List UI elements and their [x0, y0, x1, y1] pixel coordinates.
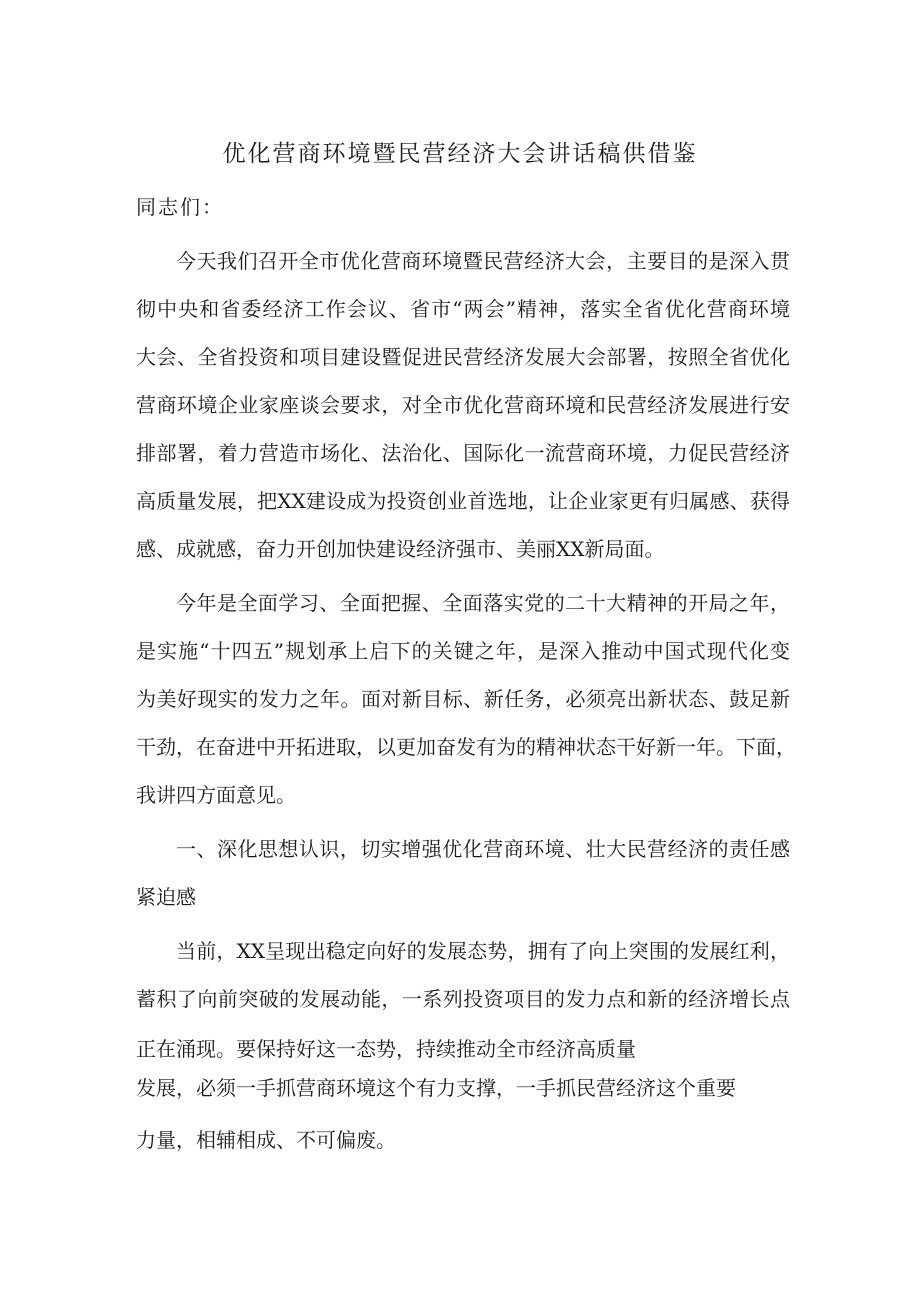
- paragraph-line: 彻中央和省委经济工作会议、省市“两会”精神，落实全省优化营商环境: [136, 297, 790, 321]
- paragraph-line: 是实施“十四五”规划承上启下的关键之年，是深入推动中国式现代化变: [136, 639, 790, 663]
- greeting: 同志们：: [136, 195, 224, 219]
- paragraph-line: 感、成就感，奋力开创加快建设经济强市、美丽XX新局面。: [136, 537, 665, 561]
- paragraph-line: 今天我们召开全市优化营商环境暨民营经济大会，主要目的是深入贯: [176, 249, 790, 273]
- paragraph-line: 大会、全省投资和项目建设暨促进民营经济发展大会部署，按照全省优化: [136, 345, 790, 369]
- paragraph-line: 正在涌现。要保持好这一态势，持续推动全市经济高质量: [136, 1037, 636, 1061]
- paragraph-line: 为美好现实的发力之年。面对新目标、新任务，必须亮出新状态、鼓足新: [136, 687, 790, 711]
- paragraph-line: 今年是全面学习、全面把握、全面落实党的二十大精神的开局之年，: [176, 591, 790, 615]
- paragraph-line: 高质量发展，把XX建设成为投资创业首选地，让企业家更有归属感、获得: [136, 489, 790, 513]
- document-title: 优化营商环境暨民营经济大会讲话稿供借鉴: [222, 141, 698, 167]
- paragraph-line: 当前，XX呈现出稳定向好的发展态势，拥有了向上突围的发展红利，: [176, 939, 790, 963]
- section-heading-line: 一、深化思想认识，切实增强优化营商环境、壮大民营经济的责任感: [176, 837, 790, 861]
- paragraph-line: 蓄积了向前突破的发展动能，一系列投资项目的发力点和新的经济增长点: [136, 987, 790, 1011]
- paragraph-line: 营商环境企业家座谈会要求，对全市优化营商环境和民营经济发展进行安: [136, 393, 790, 417]
- paragraph-line: 干劲，在奋进中开拓进取，以更加奋发有为的精神状态干好新一年。下面，: [136, 735, 796, 759]
- paragraph-line: 排部署，着力营造市场化、法治化、国际化一流营商环境，力促民营经济: [136, 441, 790, 465]
- paragraph-line: 力量，相辅相成、不可偏废。: [136, 1128, 396, 1152]
- section-heading-line: 紧迫感: [136, 885, 196, 909]
- paragraph-line: 发展，必须一手抓营商环境这个有力支撑，一手抓民营经济这个重要: [136, 1076, 736, 1100]
- paragraph-line: 我讲四方面意见。: [136, 783, 296, 807]
